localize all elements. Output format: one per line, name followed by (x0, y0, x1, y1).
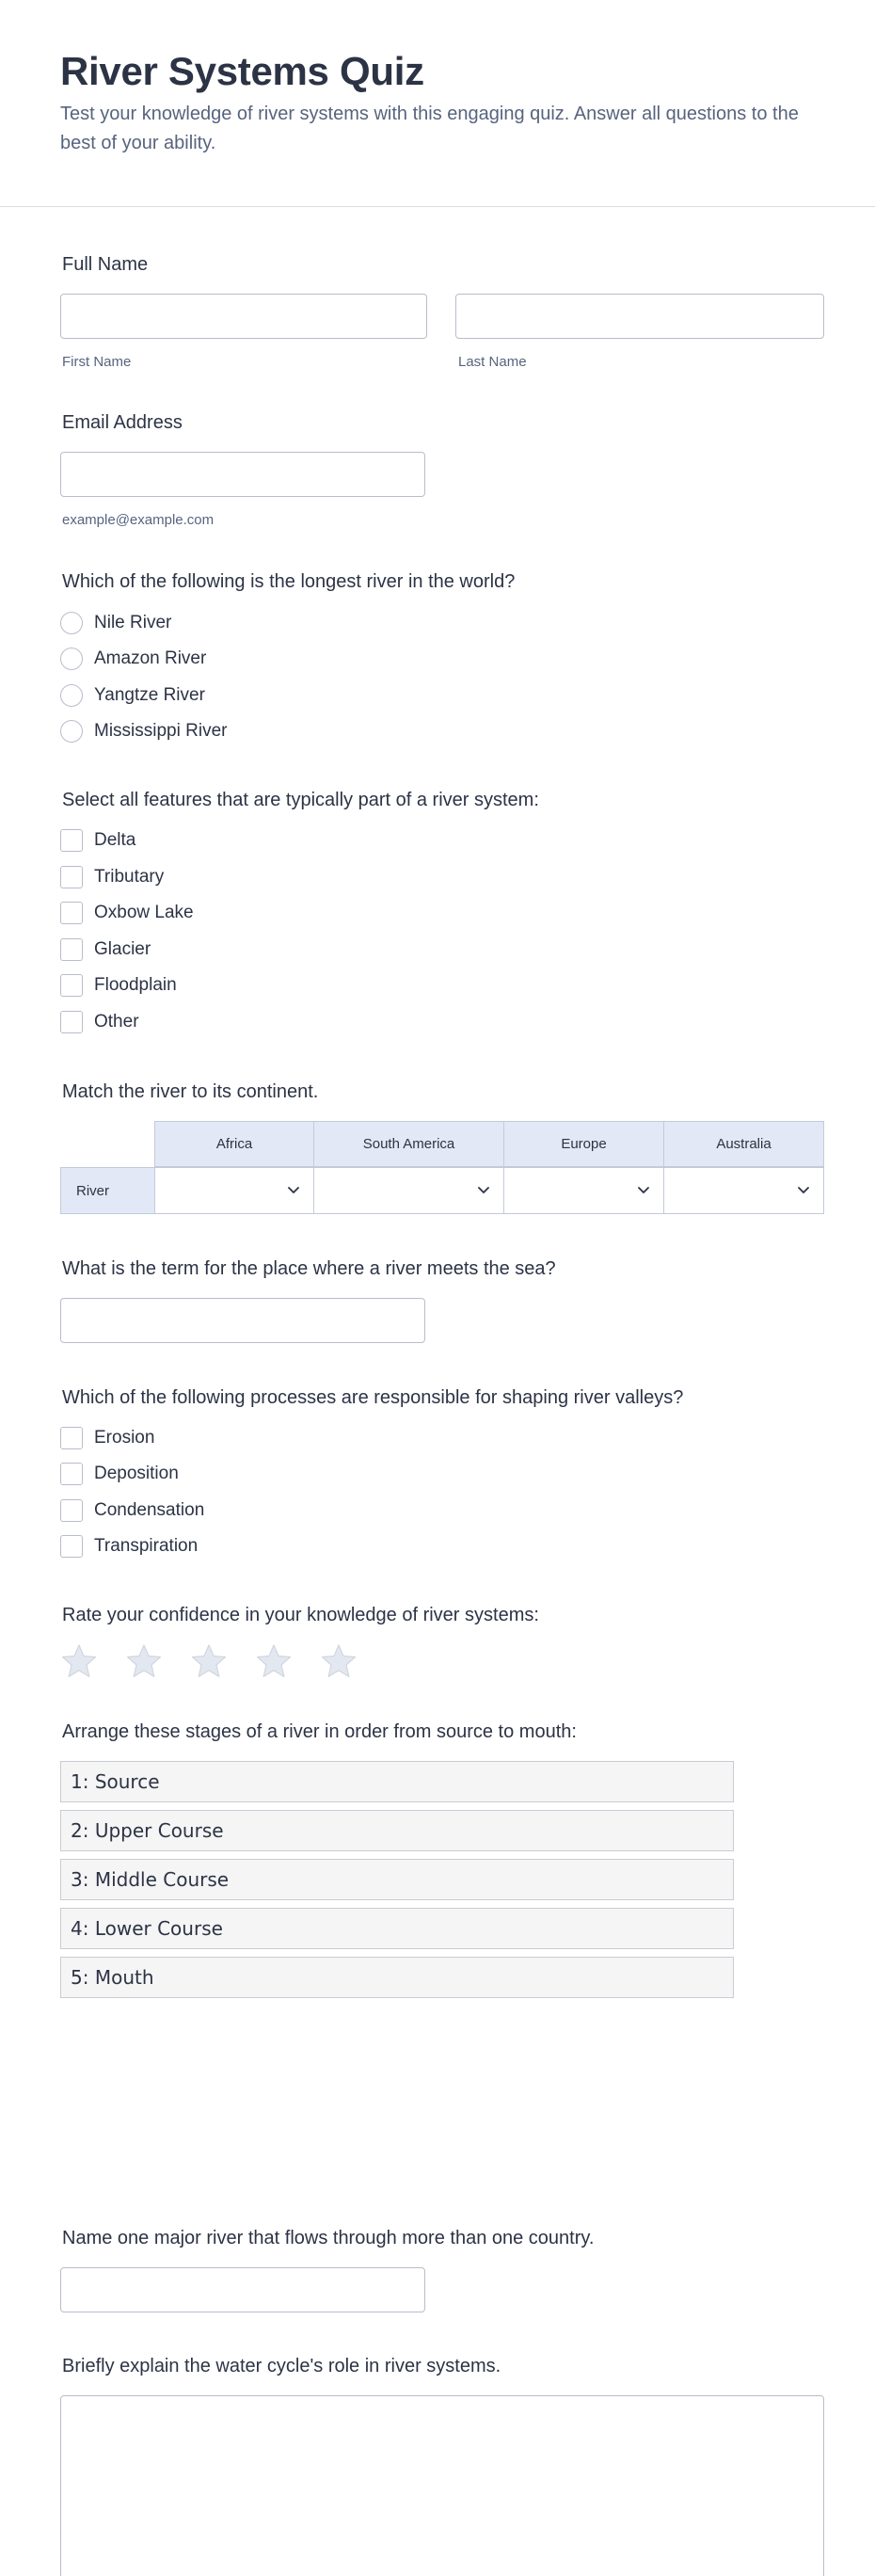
features-option[interactable] (60, 973, 177, 998)
major-river-input[interactable] (60, 2267, 425, 2312)
features-option[interactable] (60, 865, 164, 889)
form-header (0, 0, 875, 207)
longest-river-option[interactable] (60, 647, 206, 671)
radio-button[interactable] (60, 720, 83, 743)
first-name-input[interactable] (60, 294, 427, 339)
star-icon[interactable] (320, 1642, 358, 1680)
longest-river-question: Which of the following is the longest river in the world? (62, 571, 516, 592)
rank-item[interactable]: 1: Source (60, 1761, 734, 1802)
checkbox[interactable] (60, 1427, 83, 1449)
chevron-down-icon (635, 1181, 652, 1198)
option-label: Yangtze River (94, 685, 205, 705)
option-label: Transpiration (94, 1536, 199, 1556)
features-option[interactable] (60, 828, 135, 853)
processes-option[interactable] (60, 1534, 198, 1559)
term-input[interactable] (60, 1298, 425, 1343)
major-river-question: Name one major river that flows through more than one country. (62, 2228, 595, 2248)
matrix-column-header: South America (313, 1121, 504, 1167)
confidence-question: Rate your confidence in your knowledge of river systems: (62, 1605, 539, 1625)
matrix-dropdown-africa[interactable] (154, 1167, 314, 1214)
email-input[interactable] (60, 452, 425, 497)
water-cycle-question: Briefly explain the water cycle's role in river systems. (62, 2356, 501, 2376)
option-label: Oxbow Lake (94, 903, 194, 922)
matrix-dropdown-australia[interactable] (663, 1167, 824, 1214)
option-label: Amazon River (94, 648, 207, 668)
last-name-sublabel: Last Name (458, 354, 527, 370)
longest-river-option[interactable] (60, 719, 227, 744)
longest-river-option[interactable] (60, 683, 205, 708)
email-sublabel: example@example.com (62, 512, 215, 528)
chevron-down-icon (475, 1181, 492, 1198)
term-question: What is the term for the place where a river meets the sea? (62, 1258, 556, 1279)
matrix-column-header: Europe (503, 1121, 664, 1167)
matrix-row-label: River (60, 1167, 155, 1214)
checkbox[interactable] (60, 1011, 83, 1033)
features-question: Select all features that are typically part of a river system: (62, 790, 539, 810)
option-label: Tributary (94, 867, 165, 887)
rank-item[interactable]: 2: Upper Course (60, 1810, 734, 1851)
form-title: River Systems Quiz (60, 49, 424, 93)
order-question: Arrange these stages of a river in order from source to mouth: (62, 1721, 577, 1742)
checkbox[interactable] (60, 866, 83, 888)
star-rating (60, 1642, 385, 1680)
checkbox[interactable] (60, 938, 83, 961)
radio-button[interactable] (60, 684, 83, 707)
features-option[interactable] (60, 901, 194, 925)
checkbox[interactable] (60, 1463, 83, 1485)
checkbox[interactable] (60, 829, 83, 852)
option-label: Delta (94, 830, 136, 850)
processes-option[interactable] (60, 1426, 154, 1450)
star-icon[interactable] (60, 1642, 98, 1680)
match-question: Match the river to its continent. (62, 1081, 319, 1102)
matrix-dropdown-south-america[interactable] (313, 1167, 504, 1214)
processes-option[interactable] (60, 1498, 204, 1523)
star-icon[interactable] (125, 1642, 163, 1680)
rank-item[interactable]: 5: Mouth (60, 1957, 734, 1998)
option-label: Condensation (94, 1500, 205, 1520)
option-label: Floodplain (94, 975, 177, 995)
option-label: Erosion (94, 1428, 155, 1448)
processes-option[interactable] (60, 1462, 179, 1486)
radio-button[interactable] (60, 648, 83, 670)
longest-river-option[interactable] (60, 611, 171, 635)
checkbox[interactable] (60, 974, 83, 997)
option-label: Deposition (94, 1464, 179, 1483)
option-label: Mississippi River (94, 721, 228, 741)
star-icon[interactable] (255, 1642, 293, 1680)
checkbox[interactable] (60, 1535, 83, 1558)
chevron-down-icon (795, 1181, 812, 1198)
first-name-sublabel: First Name (62, 354, 132, 370)
checkbox[interactable] (60, 902, 83, 924)
option-label: Nile River (94, 613, 172, 632)
matrix-column-header: Australia (663, 1121, 824, 1167)
matrix-dropdown-europe[interactable] (503, 1167, 664, 1214)
star-icon[interactable] (190, 1642, 228, 1680)
form-subtitle: Test your knowledge of river systems with this engaging quiz. Answer all questions to the best of your ability. (60, 104, 799, 153)
checkbox[interactable] (60, 1499, 83, 1522)
email-label: Email Address (62, 412, 183, 433)
full-name-label: Full Name (62, 254, 149, 275)
processes-question: Which of the following processes are responsible for shaping river valleys? (62, 1387, 684, 1408)
option-label: Other (94, 1012, 139, 1032)
features-option[interactable] (60, 1010, 139, 1034)
chevron-down-icon (285, 1181, 302, 1198)
last-name-input[interactable] (455, 294, 824, 339)
match-matrix (60, 1121, 824, 1215)
water-cycle-textarea[interactable] (60, 2395, 824, 2576)
radio-button[interactable] (60, 612, 83, 634)
rank-item[interactable]: 4: Lower Course (60, 1908, 734, 1949)
matrix-column-header: Africa (154, 1121, 314, 1167)
option-label: Glacier (94, 939, 151, 959)
rank-item[interactable]: 3: Middle Course (60, 1859, 734, 1900)
features-option[interactable] (60, 937, 151, 962)
